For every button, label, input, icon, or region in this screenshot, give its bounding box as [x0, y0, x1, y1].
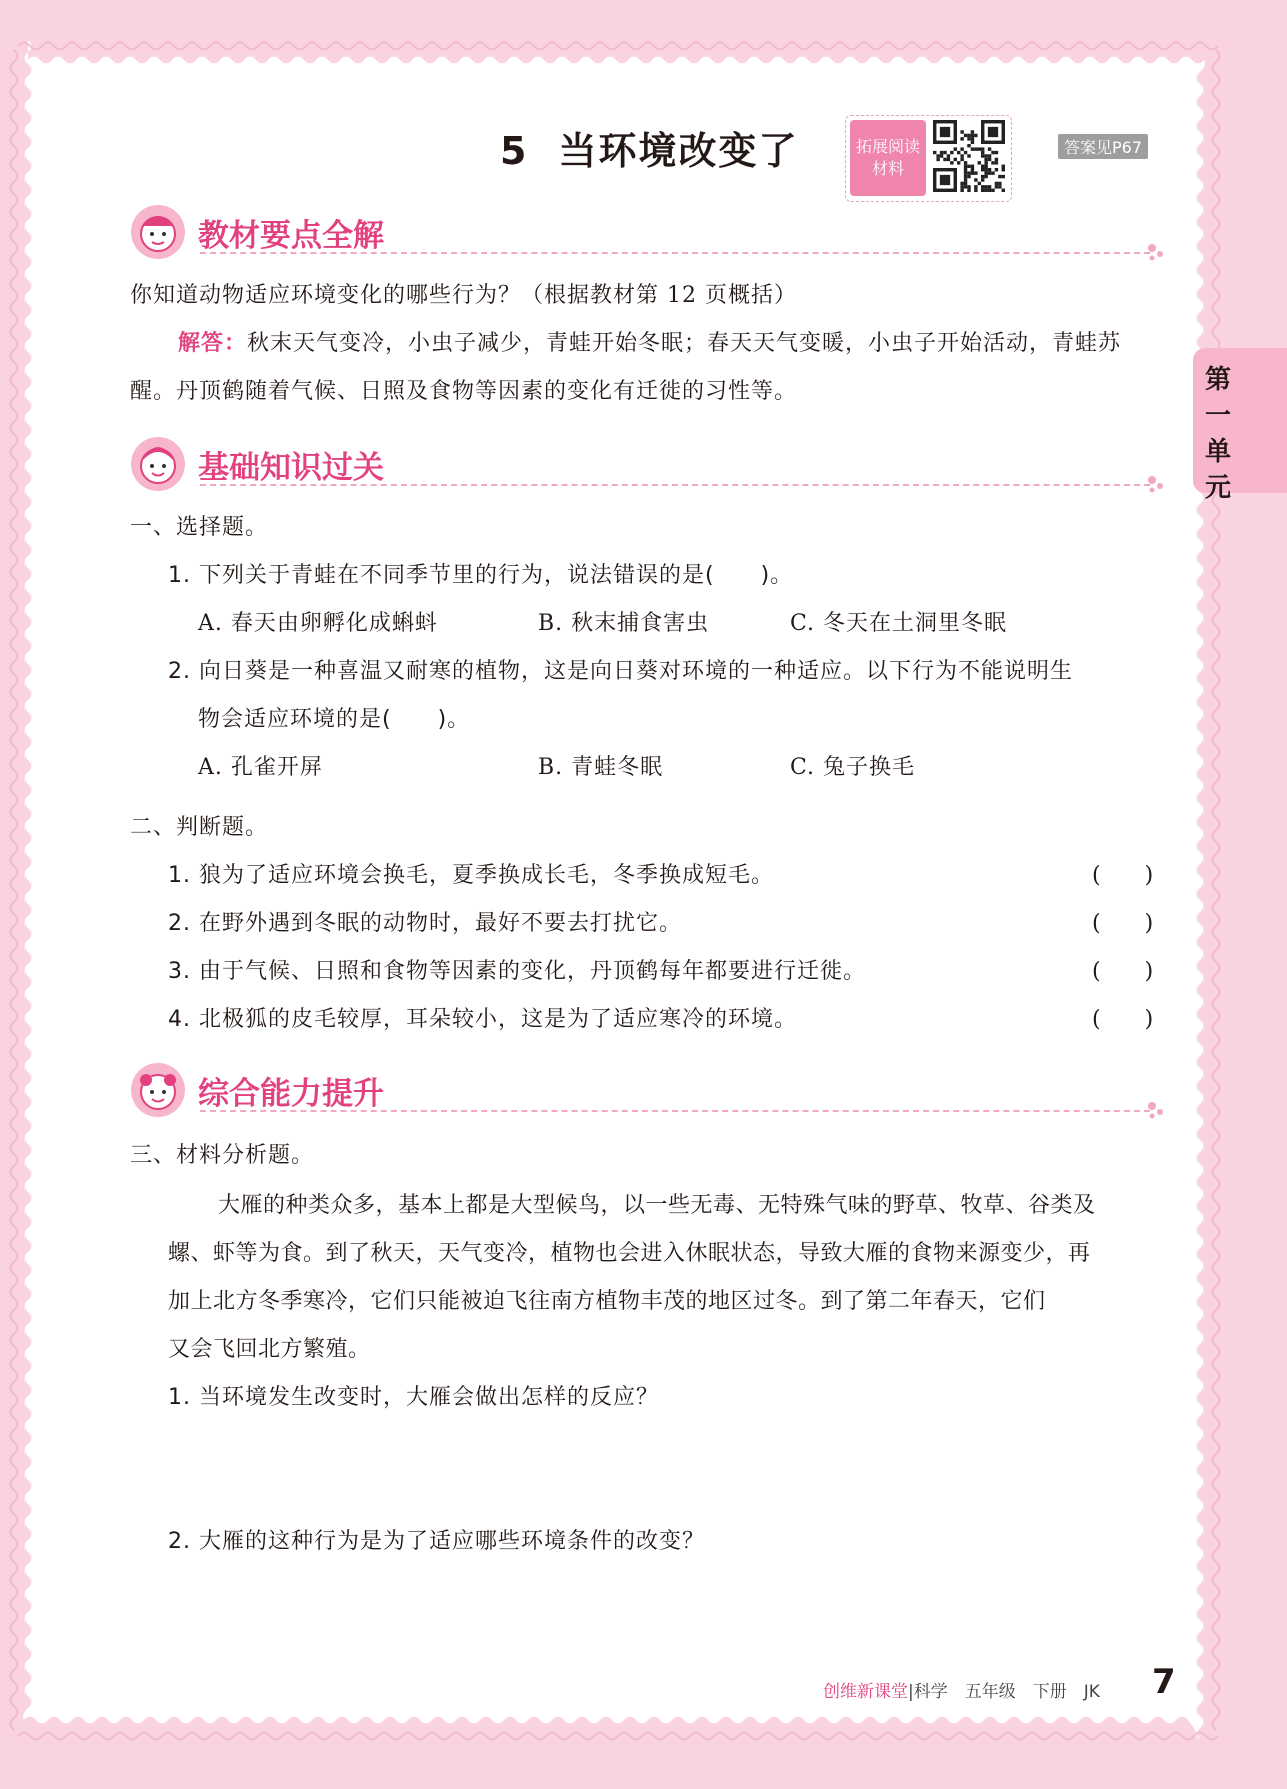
section-header-advanced — [130, 1062, 1180, 1118]
judge-answer-blank-2[interactable]: ( ) — [1092, 911, 1154, 936]
analysis-question-1: 1. 当环境发生改变时，大雁会做出怎样的反应？ — [168, 1385, 659, 1410]
dashed-divider — [200, 252, 1150, 254]
qr-label[interactable]: 拓展阅读材料 — [850, 120, 926, 196]
page-number: 7 — [1152, 1662, 1176, 1702]
choice-question-2-line-1: 2. 向日葵是一种喜温又耐寒的植物，这是向日葵对环境的一种适应。以下行为不能说明生 — [168, 659, 1073, 684]
judge-statement-1: 1. 狼为了适应环境会换毛，夏季换成长毛，冬季换成短毛。 — [168, 863, 774, 888]
textbook-answer-line-1: 解答：秋末天气变冷，小虫子减少，青蛙开始冬眠；春天天气变暖，小虫子开始活动，青蛙苏 — [178, 331, 1122, 356]
passage-line-3: 加上北方冬季寒冷，它们只能被迫飞往南方植物丰茂的地区过冬。到了第二年春天，它们 — [168, 1289, 1046, 1314]
q1-option-c[interactable]: C. 冬天在土洞里冬眠 — [790, 611, 1008, 636]
unit-side-tab-label: 第一单元 — [1204, 365, 1231, 503]
part-1-heading: 一、选择题。 — [130, 515, 269, 540]
section-title: 综合能力提升 — [198, 1076, 384, 1112]
girl-mascot-icon — [130, 204, 186, 260]
dots-decoration-icon — [1146, 242, 1166, 262]
judge-answer-blank-4[interactable]: ( ) — [1092, 1007, 1154, 1032]
q2-option-a[interactable]: A. 孔雀开屏 — [198, 755, 323, 780]
q2-option-b[interactable]: B. 青蛙冬眠 — [538, 755, 664, 780]
lesson-title-text: 当环境改变了 — [558, 129, 799, 173]
answer-reference-badge: 答案见P67 — [1058, 134, 1148, 159]
lesson-number: 5 — [500, 129, 529, 173]
qr-code-icon[interactable] — [933, 120, 1005, 192]
judge-statement-4: 4. 北极狐的皮毛较厚，耳朵较小，这是为了适应寒冷的环境。 — [168, 1007, 797, 1032]
dots-decoration-icon — [1146, 1100, 1166, 1120]
section-title: 教材要点全解 — [198, 218, 384, 254]
judge-statement-2: 2. 在野外遇到冬眠的动物时，最好不要去打扰它。 — [168, 911, 682, 936]
passage-line-1: 大雁的种类众多，基本上都是大型候鸟，以一些无毒、无特殊气味的野草、牧草、谷类及 — [218, 1193, 1096, 1218]
choice-question-2-line-2: 物会适应环境的是( )。 — [198, 707, 471, 732]
judge-statement-3: 3. 由于气候、日照和食物等因素的变化，丹顶鹤每年都要进行迁徙。 — [168, 959, 866, 984]
part-2-heading: 二、判断题。 — [130, 815, 269, 840]
choice-question-1: 1. 下列关于青蛙在不同季节里的行为，说法错误的是( )。 — [168, 563, 794, 588]
analysis-question-2: 2. 大雁的这种行为是为了适应哪些环境条件的改变？ — [168, 1529, 705, 1554]
passage-line-4: 又会飞回北方繁殖。 — [168, 1337, 371, 1362]
textbook-answer-line-2: 醒。丹顶鹤随着气候、日照及食物等因素的变化有迁徙的习性等。 — [130, 379, 798, 404]
section-header-textbook — [130, 204, 1180, 260]
section-title: 基础知识过关 — [198, 450, 384, 486]
textbook-question: 你知道动物适应环境变化的哪些行为？（根据教材第 12 页概括） — [130, 283, 797, 308]
judge-answer-blank-3[interactable]: ( ) — [1092, 959, 1154, 984]
answer-label: 解答： — [178, 331, 248, 356]
q2-option-c[interactable]: C. 兔子换毛 — [790, 755, 916, 780]
dashed-divider — [200, 484, 1150, 486]
q1-option-a[interactable]: A. 春天由卵孵化成蝌蚪 — [198, 611, 438, 636]
boy-mascot-icon — [130, 436, 186, 492]
dots-decoration-icon — [1146, 474, 1166, 494]
lesson-title — [500, 120, 798, 175]
footer-brand: 创维新课堂|科学 五年级 下册 JK — [823, 1682, 1100, 1702]
q1-option-b[interactable]: B. 秋末捕食害虫 — [538, 611, 710, 636]
child-mascot-icon — [130, 1062, 186, 1118]
judge-answer-blank-1[interactable]: ( ) — [1092, 863, 1154, 888]
part-3-heading: 三、材料分析题。 — [130, 1143, 315, 1168]
section-header-basic — [130, 436, 1180, 492]
dashed-divider — [200, 1110, 1150, 1112]
passage-line-2: 螺、虾等为食。到了秋天，天气变冷，植物也会进入休眠状态，导致大雁的食物来源变少，再 — [168, 1241, 1091, 1266]
